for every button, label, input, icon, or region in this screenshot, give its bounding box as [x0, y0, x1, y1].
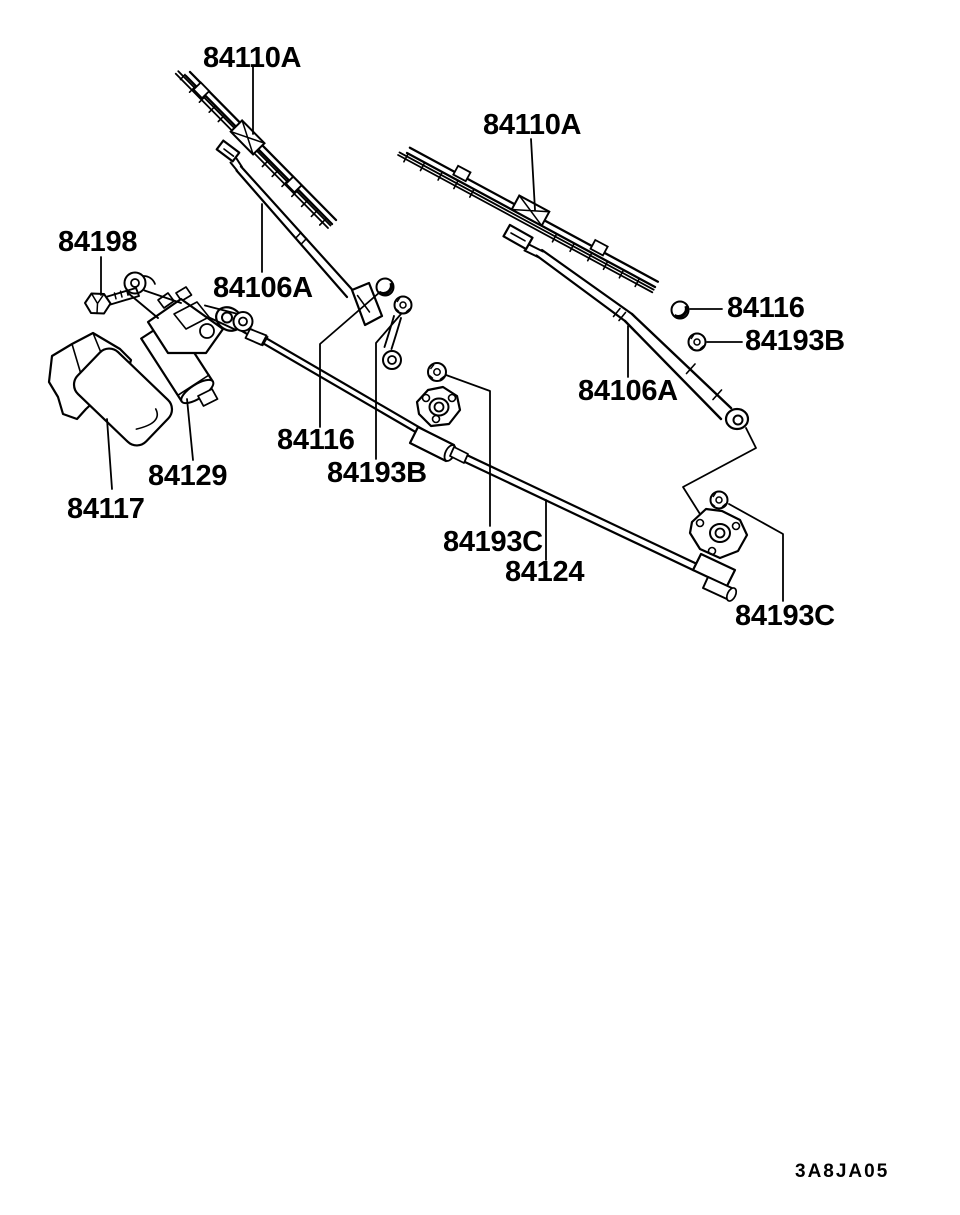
- label-84106a-left: 84106A: [213, 272, 313, 304]
- label-84193b-right: 84193B: [745, 325, 845, 357]
- nut-84193b-center: [395, 297, 412, 314]
- label-84193c-center: 84193C: [443, 526, 543, 558]
- label-84106a-right: 84106A: [578, 375, 678, 407]
- label-84110a-right: 84110A: [483, 109, 582, 141]
- leader-84129: [187, 399, 193, 460]
- pivot-center: [410, 387, 468, 463]
- label-84116-center: 84116: [277, 424, 355, 456]
- leader-84110a-right: [531, 139, 535, 210]
- nut-84193c-right: [711, 492, 728, 509]
- drawing-code: 3A8JA05: [795, 1161, 890, 1182]
- cap-84116-right: [672, 302, 689, 319]
- label-84198: 84198: [58, 226, 138, 258]
- label-84193c-right: 84193C: [735, 600, 835, 632]
- wiper-blade-right: [398, 148, 658, 293]
- part-labels: [58, 42, 889, 1182]
- nut-84193c-center: [428, 363, 446, 381]
- leader-84117: [107, 419, 112, 489]
- label-84124: 84124: [505, 556, 585, 588]
- label-84129: 84129: [148, 460, 228, 492]
- label-84193b-center: 84193B: [327, 457, 427, 489]
- nut-84193b-right: [689, 334, 706, 351]
- label-84116-right: 84116: [727, 292, 805, 324]
- wiper-blade-left: [176, 71, 336, 228]
- label-84110a-left: 84110A: [203, 42, 302, 74]
- label-84117: 84117: [67, 493, 145, 525]
- pivot-right: [690, 509, 747, 603]
